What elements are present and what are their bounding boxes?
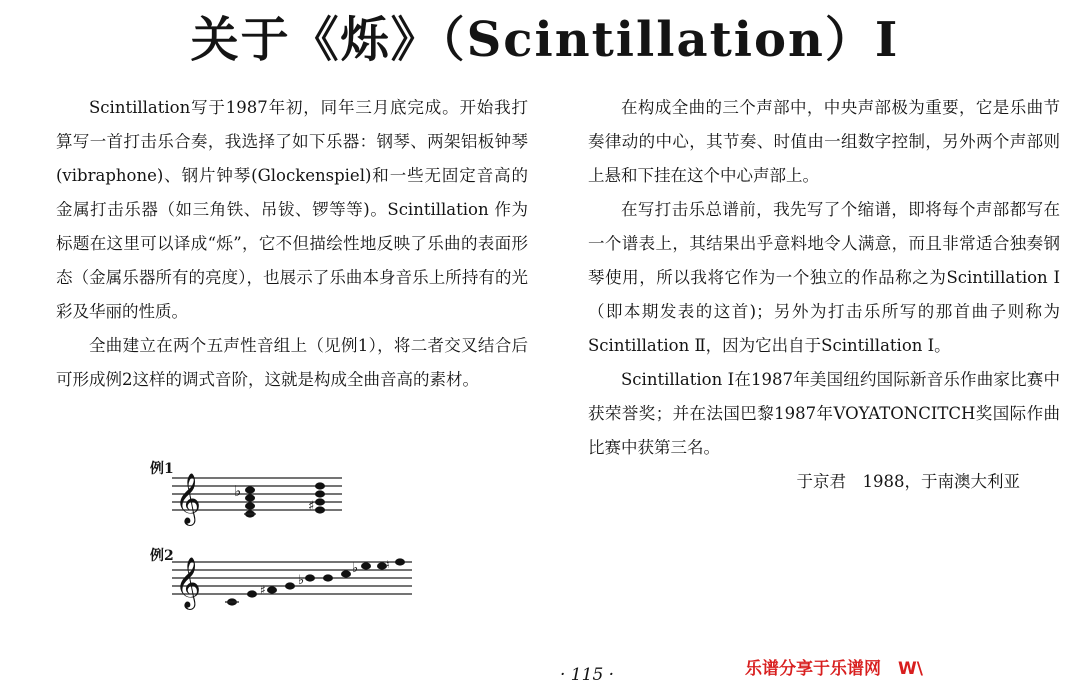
note-icon bbox=[315, 490, 325, 497]
flat-icon: ♭ bbox=[352, 561, 359, 576]
author-signature: 于京君 1988，于南澳大利亚 bbox=[796, 472, 1020, 491]
paragraph: Scintillation写于1987年初，同年三月底完成。开始我打算写一首打击乐合奏，我选择了如下乐器：钢琴、两架铝板钟琴(vibraphone)、钢片钟琴(Glockenspiel)和一些无固定音高的金属打击乐器（如三角铁、吊钹、锣等等)。Scintillation 作为标题在这里可以译成“烁”，它不但描绘性地反映了乐曲的表面形态（金属乐器所有的亮度），也展示了乐曲本身音乐上所持有的光彩及华丽的性质。 bbox=[56, 98, 528, 321]
note-icon bbox=[315, 506, 325, 513]
note-icon bbox=[315, 498, 325, 505]
paragraph: Scintillation Ⅰ在1987年美国纽约国际新音乐作曲家比赛中获荣誉奖；并在法国巴黎1987年VOYATONCITCH奖国际作曲比赛中获第三名。 bbox=[588, 370, 1060, 457]
note-icon bbox=[245, 486, 255, 493]
note-icon bbox=[305, 574, 315, 581]
watermark-text: 乐谱分享于乐谱网 W\ bbox=[745, 659, 923, 679]
example-1-label: 例1 bbox=[150, 461, 174, 477]
note-icon bbox=[267, 586, 277, 593]
flat-icon: ♭ bbox=[298, 573, 305, 588]
note-icon bbox=[245, 494, 255, 501]
treble-clef-icon: 𝄞 bbox=[175, 557, 202, 608]
note-icon bbox=[285, 582, 295, 589]
page-number: · 115 · bbox=[560, 665, 615, 685]
note-icon bbox=[395, 558, 405, 565]
page-title: 关于《烁》（Scintillation）Ⅰ bbox=[190, 12, 900, 68]
sharp-icon: ♯ bbox=[260, 583, 266, 597]
note-icon bbox=[315, 482, 325, 489]
note-icon bbox=[323, 574, 333, 581]
paragraph: 在构成全曲的三个声部中，中央声部极为重要，它是乐曲节奏律动的中心，其节奏、时值由一组数字控制，另外两个声部则上悬和下挂在这个中心声部上。 bbox=[588, 98, 1060, 185]
paragraph: 在写打击乐总谱前，我先写了个缩谱，即将每个声部都写在一个谱表上，其结果出乎意料地令人满意，而且非常适合独奏钢琴使用，所以我将它作为一个独立的作品称之为Scintillation Ⅰ（即本期发表的这首)；另外为打击乐所写的那首曲子则称为Scintillation Ⅱ，因为它出自于Scintillation Ⅰ。 bbox=[588, 200, 1060, 355]
flat-icon: ♭ bbox=[234, 482, 242, 500]
sharp-icon: ♯ bbox=[308, 499, 315, 514]
note-icon bbox=[245, 502, 255, 509]
paragraph: 全曲建立在两个五声性音组上（见例1），将二者交叉结合后可形成例2这样的调式音阶，这就是构成全曲音高的素材。 bbox=[56, 336, 528, 389]
right-column bbox=[588, 91, 1060, 499]
treble-clef-icon: 𝄞 bbox=[175, 473, 202, 524]
natural-icon: ♮ bbox=[386, 558, 390, 571]
note-icon bbox=[361, 562, 371, 569]
example-2-label: 例2 bbox=[150, 548, 174, 564]
music-example-1 bbox=[172, 470, 342, 530]
note-icon bbox=[341, 570, 351, 577]
note-icon bbox=[247, 590, 257, 597]
music-example-2 bbox=[172, 552, 412, 612]
left-column bbox=[56, 91, 528, 397]
